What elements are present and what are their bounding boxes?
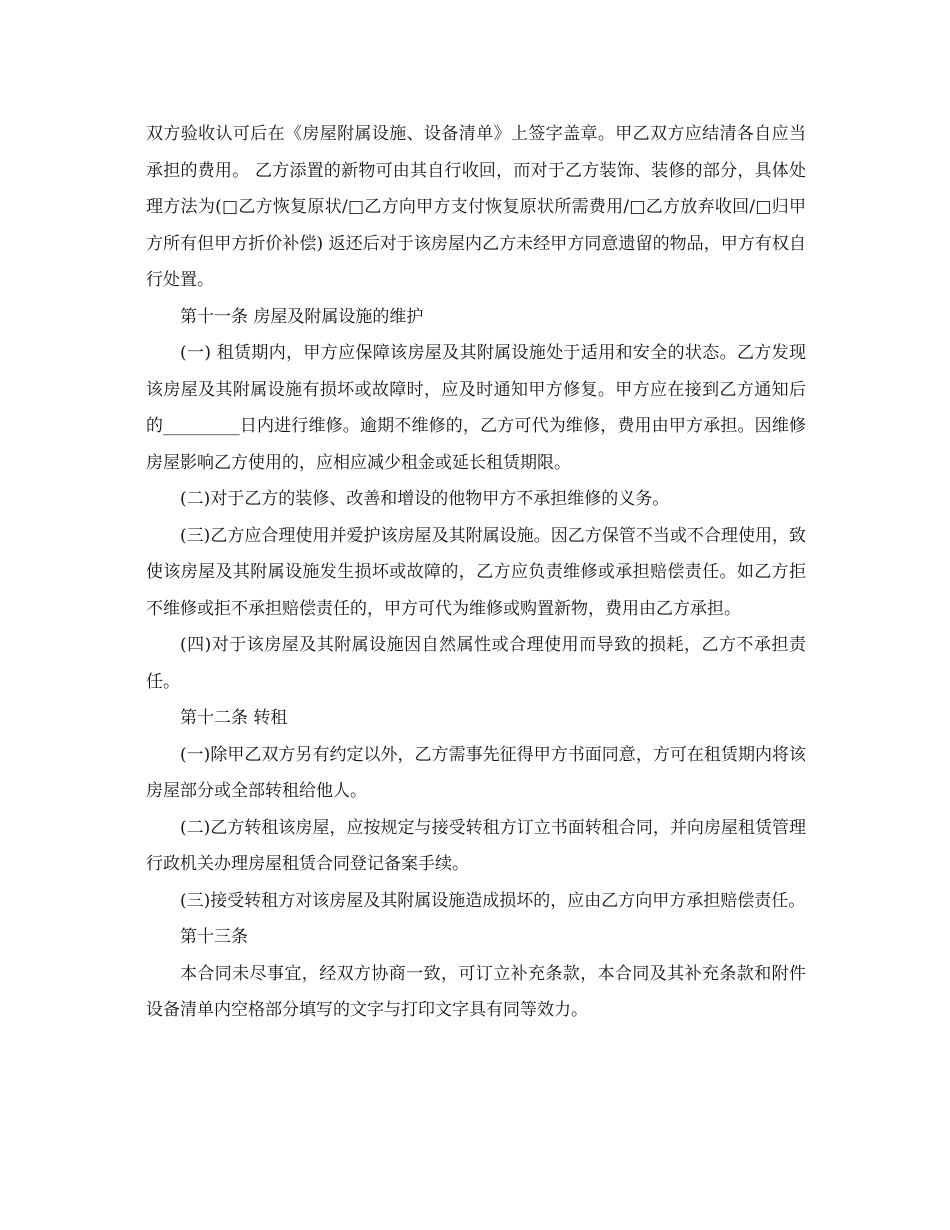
heading-article-13: 第十三条 [180,927,248,947]
paragraph-article-11-clause-3: (三)乙方应合理使用并爱护该房屋及其附属设施。因乙方保管不当或不合理使用，致使该房屋及其附属设施发生损坏或故障的，乙方应负责维修或承担赔偿责任。如乙方拒不维修或拒不承担赔偿责任的，甲方可代为维修或购置新物，费用由乙方承担。 [146,525,806,619]
paragraph-article-12-clause-3: (三)接受转租方对该房屋及其附属设施造成损坏的，应由乙方向甲方承担赔偿责任。 [180,890,806,911]
paragraph-article-12-clause-2: (二)乙方转租该房屋，应按规定与接受转租方订立书面转租合同，并向房屋租赁管理行政机关办理房屋租赁合同登记备案手续。 [146,817,806,874]
paragraph-article-11-clause-2: (二)对于乙方的装修、改善和增设的他物甲方不承担维修的义务。 [180,489,670,509]
heading-article-12: 第十二条 转租 [180,708,288,728]
paragraph-article-13-body: 本合同未尽事宜，经双方协商一致，可订立补充条款，本合同及其补充条款和附件设备清单内空格部分填写的文字与打印文字具有同等效力。 [146,963,806,1020]
paragraph-article-12-clause-1: (一)除甲乙双方另有约定以外，乙方需事先征得甲方书面同意，方可在租赁期内将该房屋部分或全部转租给他人。 [146,744,806,801]
paragraph-article-11-clause-4: (四)对于该房屋及其附属设施因自然属性或合理使用而导致的损耗，乙方不承担责任。 [146,635,806,692]
paragraph-article-11-clause-1: (一) 租赁期内，甲方应保障该房屋及其附属设施处于适用和安全的状态。乙方发现该房屋及其附属设施有损坏或故障时，应及时通知甲方修复。甲方应在接到乙方通知后的_________日内进行维修。逾期不维修的，乙方可代为维修，费用由甲方承担。因维修房屋影响乙方使用的，应相应减少租金或延长租赁期限。 [146,343,806,473]
heading-article-11: 第十一条 房屋及附属设施的维护 [180,306,424,327]
paragraph-return-of-premises: 双方验收认可后在《房屋附属设施、设备清单》上签字盖章。甲乙双方应结清各自应当承担的费用。 乙方添置的新物可由其自行收回，而对于乙方装饰、装修的部分，具体处理方法为(□乙方恢复原状/□乙方向甲方支付恢复原状所需费用/□乙方放弃收回/□归甲方所有但甲方折价补偿) 返还后对于该房屋内乙方未经甲方同意遗留的物品，甲方有权自行处置。 [146,124,806,290]
document-body [146,116,806,1029]
